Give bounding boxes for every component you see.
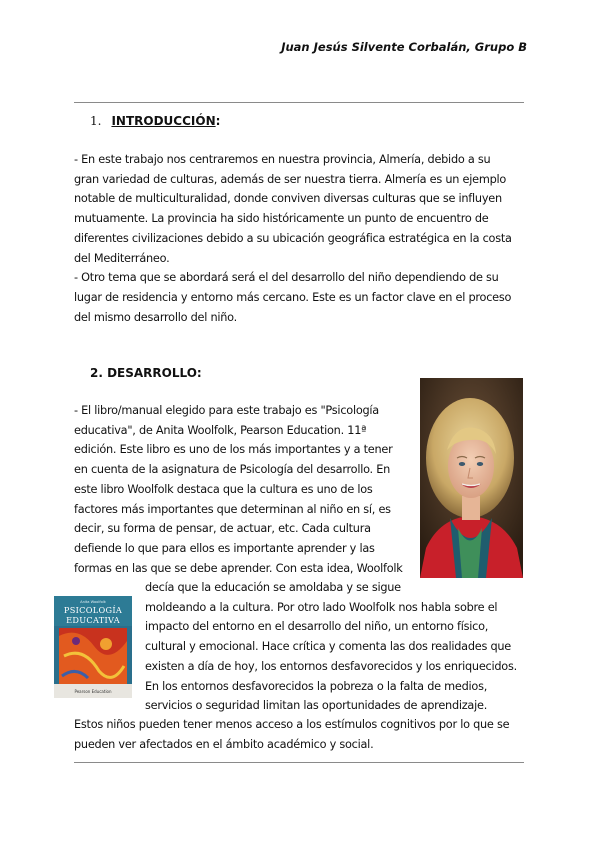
paragraph-line: defiende lo que para ellos es importante aprender y las bbox=[74, 541, 375, 555]
paragraph-line: Estos niños pueden tener menos acceso a los estímulos cognitivos por lo que se bbox=[74, 718, 510, 731]
bottom-divider bbox=[74, 762, 524, 763]
paragraph-line: moldeando a la cultura. Por otro lado Woolfolk nos habla sobre el bbox=[145, 600, 498, 614]
paragraph-line: cultural y emocional. Hace crítica y comenta las dos realidades que bbox=[145, 640, 511, 654]
paragraph-line: En los entornos desfavorecidos la pobreza o la falta de medios, bbox=[145, 679, 488, 693]
paragraph-line: decía que la educación se amoldaba y se sigue bbox=[145, 581, 401, 594]
section-2-paragraph-lower bbox=[74, 715, 509, 754]
author-header: Juan Jesús Silvente Corbalán, Grupo B bbox=[281, 40, 527, 54]
paragraph-line: servicios o seguridad limitan las oportunidades de aprendizaje. bbox=[145, 699, 488, 713]
paragraph-line: - El libro/manual elegido para este trabajo es "Psicología bbox=[74, 404, 379, 417]
section-2-heading: 2. DESARROLLO: bbox=[90, 366, 202, 380]
section-1-title: INTRODUCCIÓN bbox=[111, 114, 216, 128]
section-2-paragraph-upper bbox=[74, 401, 403, 578]
top-divider bbox=[74, 102, 524, 103]
paragraph-line: gran variedad de culturas, además de ser nuestra tierra. Almería es un ejemplo bbox=[74, 172, 507, 186]
book-cover-image bbox=[54, 596, 132, 698]
paragraph-line: mutuamente. La provincia ha sido históricamente un punto de encuentro de bbox=[74, 212, 489, 226]
book-title-line2: EDUCATIVA bbox=[66, 615, 120, 625]
paragraph-line: decir, su forma de pensar, de actuar, etc. Cada cultura bbox=[74, 522, 371, 536]
paragraph-line: del mismo desarrollo del niño. bbox=[74, 310, 237, 324]
paragraph-line: impacto del entorno en el desarrollo del niño, un entorno físico, bbox=[145, 620, 489, 634]
section-2-paragraph-indented bbox=[145, 578, 517, 716]
book-publisher: Pearson Education bbox=[74, 689, 112, 694]
paragraph-line: educativa", de Anita Woolfolk, Pearson Education. 11ª bbox=[74, 423, 367, 437]
paragraph-line: existen a día de hoy, los entornos desfavorecidos y los enriquecidos. bbox=[145, 659, 517, 673]
paragraph-line: factores más importantes que determinan al niño en sí, es bbox=[74, 502, 391, 516]
section-1-paragraph bbox=[74, 150, 512, 327]
paragraph-line: lugar de residencia y entorno más cercano. Este es un factor clave en el proceso bbox=[74, 290, 512, 304]
section-1-title-colon: : bbox=[215, 114, 221, 128]
paragraph-line: este libro Woolfolk destaca que la cultura es uno de los bbox=[74, 482, 373, 496]
book-cover-illustration bbox=[54, 596, 132, 698]
book-author-small: Anita Woolfolk bbox=[80, 600, 106, 604]
paragraph-line: en cuenta de la asignatura de Psicología del desarrollo. En bbox=[74, 463, 391, 477]
paragraph-line: formas en las que se debe aprender. Con esta idea, Woolfolk bbox=[74, 561, 403, 575]
paragraph-line: diferentes civilizaciones debido a su ubicación geográfica estratégica en la costa bbox=[74, 231, 512, 245]
paragraph-line: pueden ver afectados en el ámbito académico y social. bbox=[74, 737, 374, 751]
book-title-line1: PSICOLOGÍA bbox=[63, 605, 123, 615]
paragraph-line: - En este trabajo nos centraremos en nuestra provincia, Almería, debido a su bbox=[74, 153, 491, 166]
author-portrait-illustration bbox=[420, 378, 523, 578]
paragraph-line: notable de multiculturalidad, donde conviven diversas culturas que se influyen bbox=[74, 192, 502, 206]
paragraph-line: - Otro tema que se abordará será el del desarrollo del niño dependiendo de su bbox=[74, 271, 499, 285]
section-1-number: 1. bbox=[90, 114, 102, 128]
author-photo bbox=[420, 378, 523, 578]
paragraph-line: edición. Este libro es uno de los más importantes y a tener bbox=[74, 443, 393, 457]
section-1-heading bbox=[90, 114, 220, 128]
paragraph-line: del Mediterráneo. bbox=[74, 251, 170, 265]
